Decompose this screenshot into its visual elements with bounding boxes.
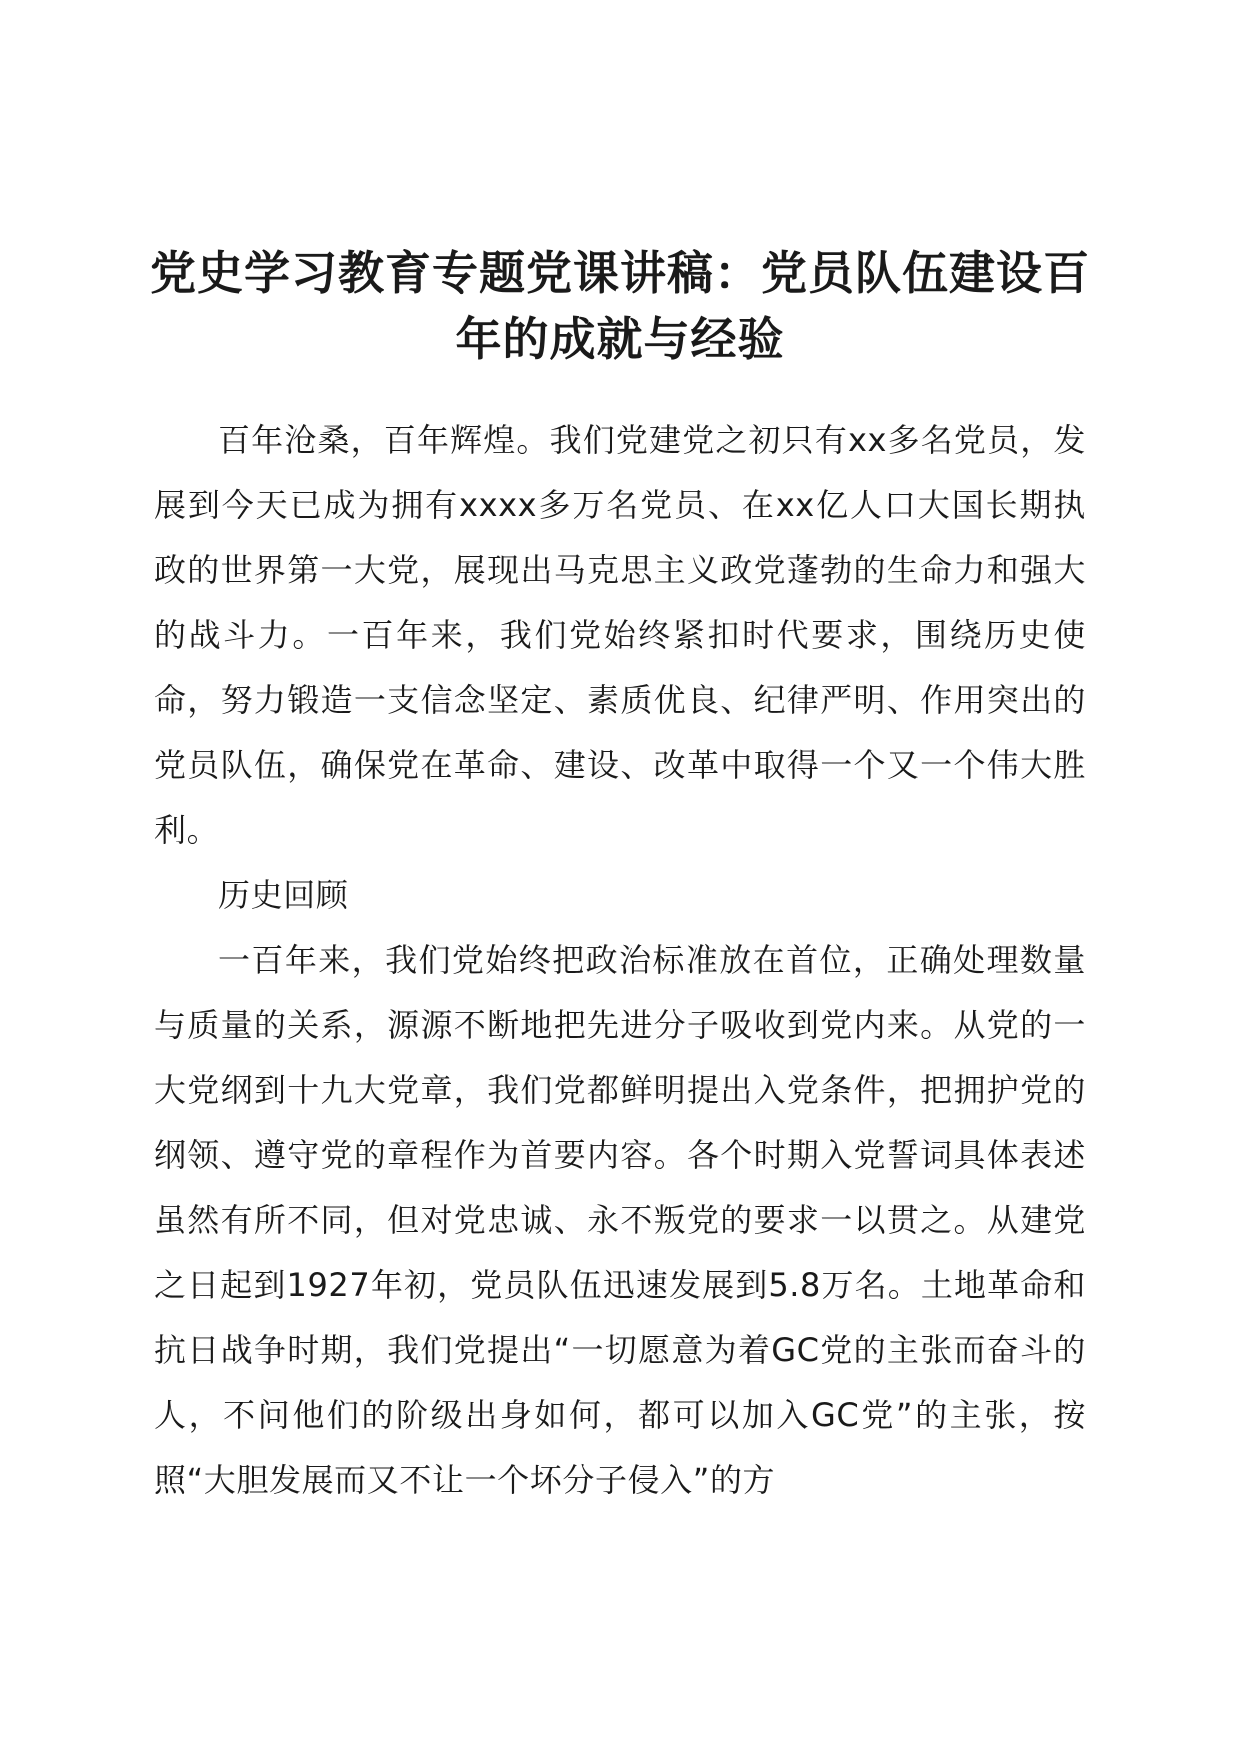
paragraph-intro: 百年沧桑，百年辉煌。我们党建党之初只有xx多名党员，发展到今天已成为拥有xxxx多万名党员、在xx亿人口大国长期执政的世界第一大党，展现出马克思主义政党蓬勃的生命力和强大的战斗力。一百年来，我们党始终紧扣时代要求，围绕历史使命，努力锻造一支信念坚定、素质优良、纪律严明、作用突出的党员队伍，确保党在革命、建设、改革中取得一个又一个伟大胜利。 [154,421,1086,849]
document-body [154,408,1086,1513]
section-heading-history: 历史回顾 [218,876,349,914]
paragraph-history: 一百年来，我们党始终把政治标准放在首位，正确处理数量与质量的关系，源源不断地把先进分子吸收到党内来。从党的一大党纲到十九大党章，我们党都鲜明提出入党条件，把拥护党的纲领、遵守党的章程作为首要内容。各个时期入党誓词具体表述虽然有所不同，但对党忠诚、永不叛党的要求一以贯之。从建党之日起到1927年初，党员队伍迅速发展到5.8万名。土地革命和抗日战争时期，我们党提出“一切愿意为着GC党的主张而奋斗的人，不问他们的阶级出身如何，都可以加入GC党”的主张，按照“大胆发展而又不让一个坏分子侵入”的方 [154,941,1086,1499]
document-title: 党史学习教育专题党课讲稿：党员队伍建设百年的成就与经验 [150,246,1090,366]
